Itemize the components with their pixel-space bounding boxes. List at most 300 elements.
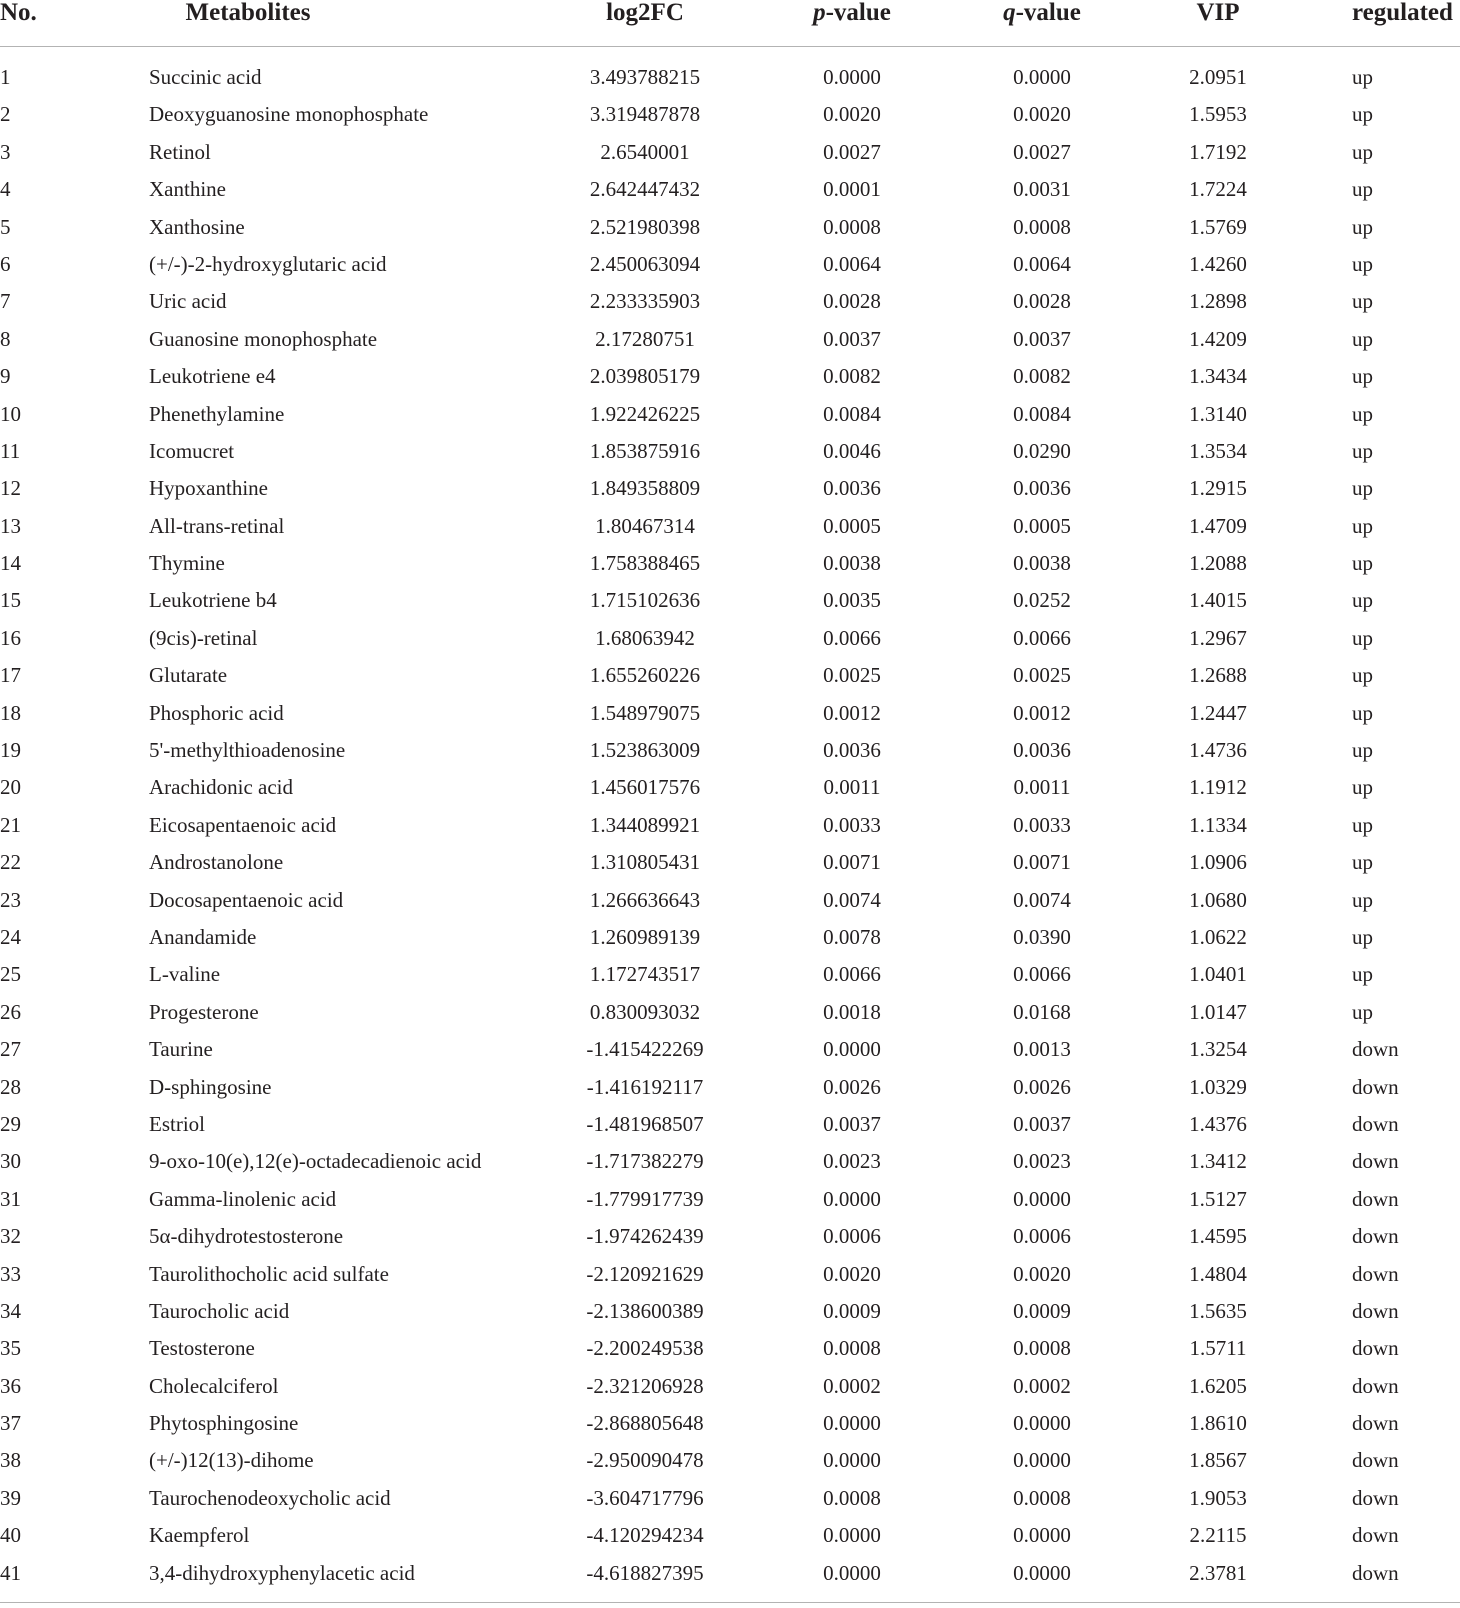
cell-q-value: 0.0084	[1013, 401, 1071, 426]
table-row	[0, 846, 1460, 883]
cell-regulated: down	[1352, 1373, 1399, 1398]
cell-no: 23	[0, 887, 21, 912]
cell-vip: 1.4709	[1189, 513, 1247, 538]
cell-regulated: up	[1352, 551, 1373, 576]
cell-regulated: up	[1352, 251, 1373, 276]
table-header-row	[0, 0, 1460, 47]
cell-vip: 1.2915	[1189, 476, 1247, 501]
cell-p-value: 0.0036	[823, 738, 881, 763]
cell-no: 4	[0, 177, 11, 202]
cell-no: 7	[0, 289, 11, 314]
cell-metabolite: Taurochenodeoxycholic acid	[149, 1485, 391, 1510]
cell-log2fc: 2.450063094	[589, 251, 701, 276]
cell-log2fc: 0.830093032	[589, 999, 701, 1024]
cell-p-value: 0.0011	[823, 775, 881, 800]
cell-vip: 1.5953	[1189, 102, 1247, 127]
cell-no: 29	[0, 1111, 21, 1136]
cell-regulated: up	[1352, 663, 1373, 688]
cell-log2fc: -2.200249538	[586, 1336, 704, 1361]
cell-no: 16	[0, 625, 21, 650]
table-row	[0, 1482, 1460, 1519]
cell-vip: 1.3140	[1189, 401, 1247, 426]
cell-vip: 1.2967	[1189, 625, 1247, 650]
cell-vip: 1.0622	[1189, 924, 1247, 949]
cell-vip: 1.1912	[1189, 775, 1247, 800]
cell-metabolite: Xanthine	[149, 177, 226, 202]
cell-q-value: 0.0000	[1013, 1523, 1071, 1548]
cell-log2fc: -4.120294234	[586, 1523, 704, 1548]
cell-p-value: 0.0009	[823, 1298, 881, 1323]
cell-log2fc: 1.853875916	[589, 438, 701, 463]
cell-regulated: down	[1352, 1074, 1399, 1099]
cell-regulated: down	[1352, 1261, 1399, 1286]
cell-metabolite: Succinic acid	[149, 65, 262, 89]
cell-no: 19	[0, 738, 21, 763]
cell-metabolite: Androstanolone	[149, 850, 284, 875]
cell-q-value: 0.0168	[1013, 999, 1071, 1024]
table-row	[0, 1071, 1460, 1108]
table-row	[0, 734, 1460, 771]
cell-metabolite: Taurocholic acid	[149, 1298, 290, 1323]
cell-q-value: 0.0006	[1013, 1224, 1071, 1249]
cell-log2fc: 1.68063942	[595, 625, 695, 650]
cell-metabolite: Retinol	[149, 139, 211, 164]
cell-regulated: up	[1352, 326, 1373, 351]
cell-p-value: 0.0066	[823, 962, 881, 987]
cell-regulated: up	[1352, 775, 1373, 800]
cell-no: 30	[0, 1149, 21, 1174]
cell-metabolite: Arachidonic acid	[149, 775, 294, 800]
cell-no: 12	[0, 476, 21, 501]
table-row	[0, 1332, 1460, 1369]
cell-no: 36	[0, 1373, 21, 1398]
cell-regulated: up	[1352, 700, 1373, 725]
cell-metabolite: Leukotriene b4	[149, 588, 277, 613]
cell-metabolite: Xanthosine	[149, 214, 245, 239]
table-row	[0, 435, 1460, 472]
cell-regulated: up	[1352, 476, 1373, 501]
cell-no: 5	[0, 214, 11, 239]
cell-p-value: 0.0008	[823, 1336, 881, 1361]
cell-vip: 1.8610	[1189, 1411, 1247, 1436]
cell-log2fc: -1.779917739	[586, 1186, 704, 1211]
cell-q-value: 0.0066	[1013, 625, 1071, 650]
cell-vip: 1.2088	[1189, 551, 1247, 576]
cell-q-value: 0.0064	[1013, 251, 1071, 276]
cell-regulated: up	[1352, 438, 1373, 463]
cell-vip: 1.4736	[1189, 738, 1247, 763]
header-no: No.	[0, 0, 37, 26]
header-p-suffix: -value	[825, 0, 891, 26]
table-row	[0, 958, 1460, 995]
cell-no: 34	[0, 1298, 21, 1323]
cell-q-value: 0.0082	[1013, 364, 1071, 389]
table-row	[0, 1145, 1460, 1182]
cell-regulated: down	[1352, 1411, 1399, 1436]
cell-q-value: 0.0026	[1013, 1074, 1071, 1099]
cell-log2fc: -1.974262439	[586, 1224, 704, 1249]
cell-metabolite: Icomucret	[149, 438, 235, 463]
cell-p-value: 0.0020	[823, 1261, 881, 1286]
table-row	[0, 884, 1460, 921]
cell-vip: 1.0906	[1189, 850, 1247, 875]
cell-log2fc: -4.618827395	[586, 1560, 704, 1585]
cell-vip: 1.3412	[1189, 1149, 1247, 1174]
cell-q-value: 0.0008	[1013, 1336, 1071, 1361]
cell-metabolite: Cholecalciferol	[149, 1373, 279, 1398]
cell-p-value: 0.0005	[823, 513, 881, 538]
cell-p-value: 0.0008	[823, 214, 881, 239]
cell-log2fc: -1.415422269	[586, 1037, 704, 1062]
cell-metabolite: 5'-methylthioadenosine	[149, 738, 346, 763]
cell-metabolite: Deoxyguanosine monophosphate	[149, 102, 429, 127]
cell-p-value: 0.0078	[823, 924, 881, 949]
cell-regulated: up	[1352, 588, 1373, 613]
table-row	[0, 659, 1460, 696]
table-row	[0, 1370, 1460, 1407]
cell-q-value: 0.0011	[1013, 775, 1071, 800]
cell-regulated: up	[1352, 962, 1373, 987]
cell-q-value: 0.0027	[1013, 139, 1071, 164]
header-vip: VIP	[1196, 0, 1240, 26]
cell-no: 6	[0, 251, 11, 276]
cell-p-value: 0.0038	[823, 551, 881, 576]
table-row	[0, 1258, 1460, 1295]
cell-metabolite: Docosapentaenoic acid	[149, 887, 344, 912]
cell-no: 8	[0, 326, 11, 351]
cell-metabolite: Thymine	[149, 551, 225, 576]
cell-metabolite: Leukotriene e4	[149, 364, 276, 389]
table-row	[0, 173, 1460, 210]
cell-log2fc: -2.950090478	[586, 1448, 704, 1473]
cell-vip: 2.2115	[1189, 1523, 1247, 1548]
cell-regulated: down	[1352, 1149, 1399, 1174]
cell-p-value: 0.0028	[823, 289, 881, 314]
cell-metabolite: 5α-dihydrotestosterone	[149, 1224, 344, 1249]
table-row	[0, 1220, 1460, 1257]
cell-vip: 1.8567	[1189, 1448, 1247, 1473]
header-q-letter: q	[1003, 0, 1016, 26]
cell-q-value: 0.0038	[1013, 551, 1071, 576]
cell-regulated: up	[1352, 924, 1373, 949]
cell-p-value: 0.0027	[823, 139, 881, 164]
cell-vip: 1.7224	[1189, 177, 1247, 202]
cell-regulated: up	[1352, 887, 1373, 912]
cell-metabolite: D-sphingosine	[149, 1074, 272, 1099]
table-row	[0, 323, 1460, 360]
cell-q-value: 0.0037	[1013, 1111, 1071, 1136]
cell-q-value: 0.0033	[1013, 812, 1071, 837]
cell-regulated: down	[1352, 1037, 1399, 1062]
cell-q-value: 0.0390	[1013, 924, 1071, 949]
cell-p-value: 0.0020	[823, 102, 881, 127]
cell-no: 31	[0, 1186, 21, 1211]
cell-regulated: down	[1352, 1224, 1399, 1249]
cell-log2fc: 1.548979075	[589, 700, 701, 725]
cell-metabolite: Anandamide	[149, 924, 257, 949]
cell-no: 25	[0, 962, 21, 987]
cell-regulated: up	[1352, 177, 1373, 202]
table-row	[0, 61, 1460, 98]
cell-p-value: 0.0008	[823, 1485, 881, 1510]
cell-regulated: down	[1352, 1523, 1399, 1548]
cell-no: 35	[0, 1336, 21, 1361]
table-row	[0, 1557, 1460, 1594]
table-row	[0, 547, 1460, 584]
table-body	[0, 47, 1460, 1594]
cell-q-value: 0.0005	[1013, 513, 1071, 538]
table-row	[0, 510, 1460, 547]
cell-no: 39	[0, 1485, 21, 1510]
table-row	[0, 1183, 1460, 1220]
cell-log2fc: -1.717382279	[586, 1149, 704, 1174]
cell-metabolite: Taurolithocholic acid sulfate	[149, 1261, 389, 1286]
cell-metabolite: (+/-)-2-hydroxyglutaric acid	[149, 251, 387, 276]
cell-no: 24	[0, 924, 21, 949]
cell-regulated: up	[1352, 999, 1373, 1024]
cell-q-value: 0.0037	[1013, 326, 1071, 351]
cell-q-value: 0.0066	[1013, 962, 1071, 987]
cell-p-value: 0.0071	[823, 850, 881, 875]
cell-q-value: 0.0008	[1013, 1485, 1071, 1510]
header-q-suffix: -value	[1015, 0, 1081, 26]
cell-p-value: 0.0026	[823, 1074, 881, 1099]
cell-p-value: 0.0000	[823, 1411, 881, 1436]
cell-p-value: 0.0000	[823, 65, 881, 89]
cell-metabolite: (+/-)12(13)-dihome	[149, 1448, 314, 1473]
cell-vip: 1.3434	[1189, 364, 1247, 389]
cell-regulated: up	[1352, 139, 1373, 164]
cell-metabolite: All-trans-retinal	[149, 513, 285, 538]
table-row	[0, 211, 1460, 248]
cell-regulated: up	[1352, 102, 1373, 127]
cell-p-value: 0.0000	[823, 1448, 881, 1473]
cell-no: 33	[0, 1261, 21, 1286]
cell-p-value: 0.0025	[823, 663, 881, 688]
cell-log2fc: 1.266636643	[589, 887, 701, 912]
cell-regulated: up	[1352, 850, 1373, 875]
cell-log2fc: -1.481968507	[586, 1111, 704, 1136]
cell-q-value: 0.0000	[1013, 1560, 1071, 1585]
cell-vip: 1.4260	[1189, 251, 1247, 276]
cell-log2fc: 1.80467314	[595, 513, 695, 538]
cell-log2fc: 1.655260226	[589, 663, 701, 688]
cell-metabolite: Taurine	[149, 1037, 213, 1062]
cell-log2fc: 1.523863009	[589, 738, 701, 763]
cell-regulated: down	[1352, 1298, 1399, 1323]
cell-p-value: 0.0000	[823, 1037, 881, 1062]
cell-vip: 1.4804	[1189, 1261, 1247, 1286]
cell-regulated: up	[1352, 65, 1373, 89]
cell-q-value: 0.0009	[1013, 1298, 1071, 1323]
cell-p-value: 0.0023	[823, 1149, 881, 1174]
cell-q-value: 0.0023	[1013, 1149, 1071, 1174]
cell-regulated: down	[1352, 1560, 1399, 1585]
cell-regulated: up	[1352, 364, 1373, 389]
cell-vip: 2.0951	[1189, 65, 1247, 89]
header-metabolites: Metabolites	[185, 0, 311, 26]
header-log2fc: log2FC	[606, 0, 684, 26]
cell-log2fc: -2.868805648	[586, 1411, 704, 1436]
cell-vip: 1.0680	[1189, 887, 1247, 912]
table-row	[0, 360, 1460, 397]
cell-no: 40	[0, 1523, 21, 1548]
cell-log2fc: 2.039805179	[589, 364, 701, 389]
cell-no: 14	[0, 551, 21, 576]
cell-metabolite: Guanosine monophosphate	[149, 326, 378, 351]
cell-q-value: 0.0252	[1013, 588, 1071, 613]
cell-metabolite: Phosphoric acid	[149, 700, 284, 725]
cell-log2fc: 2.6540001	[600, 139, 690, 164]
cell-p-value: 0.0064	[823, 251, 881, 276]
cell-metabolite: Progesterone	[149, 999, 259, 1024]
cell-p-value: 0.0006	[823, 1224, 881, 1249]
cell-p-value: 0.0000	[823, 1560, 881, 1585]
cell-vip: 1.7192	[1189, 139, 1247, 164]
cell-vip: 2.3781	[1189, 1560, 1247, 1585]
cell-q-value: 0.0000	[1013, 1411, 1071, 1436]
cell-regulated: up	[1352, 289, 1373, 314]
cell-q-value: 0.0008	[1013, 214, 1071, 239]
cell-no: 18	[0, 700, 21, 725]
cell-p-value: 0.0036	[823, 476, 881, 501]
table-row	[0, 398, 1460, 435]
cell-vip: 1.6205	[1189, 1373, 1247, 1398]
table-row	[0, 809, 1460, 846]
cell-log2fc: -2.321206928	[586, 1373, 704, 1398]
cell-no: 1	[0, 65, 11, 89]
cell-log2fc: 2.233335903	[589, 289, 701, 314]
cell-q-value: 0.0020	[1013, 102, 1071, 127]
cell-no: 2	[0, 102, 11, 127]
cell-p-value: 0.0066	[823, 625, 881, 650]
cell-no: 27	[0, 1037, 21, 1062]
cell-vip: 1.4595	[1189, 1224, 1247, 1249]
cell-no: 10	[0, 401, 21, 426]
cell-no: 26	[0, 999, 21, 1024]
cell-no: 11	[0, 438, 21, 463]
table-row	[0, 136, 1460, 173]
cell-q-value: 0.0000	[1013, 1186, 1071, 1211]
cell-log2fc: 1.344089921	[589, 812, 701, 837]
table-row	[0, 921, 1460, 958]
cell-vip: 1.4376	[1189, 1111, 1247, 1136]
cell-q-value: 0.0013	[1013, 1037, 1071, 1062]
cell-q-value: 0.0074	[1013, 887, 1071, 912]
cell-regulated: up	[1352, 625, 1373, 650]
cell-no: 41	[0, 1560, 21, 1585]
cell-vip: 1.3534	[1189, 438, 1247, 463]
cell-log2fc: 1.172743517	[589, 962, 701, 987]
cell-regulated: down	[1352, 1111, 1399, 1136]
cell-regulated: down	[1352, 1448, 1399, 1473]
cell-vip: 1.5769	[1189, 214, 1247, 239]
cell-log2fc: -1.416192117	[586, 1074, 704, 1099]
cell-p-value: 0.0037	[823, 1111, 881, 1136]
cell-metabolite: Glutarate	[149, 663, 228, 688]
cell-log2fc: 1.922426225	[589, 401, 701, 426]
header-regulated: regulated	[1352, 0, 1453, 26]
cell-q-value: 0.0002	[1013, 1373, 1071, 1398]
table-row	[0, 771, 1460, 808]
cell-log2fc: 2.521980398	[589, 214, 701, 239]
cell-p-value: 0.0000	[823, 1523, 881, 1548]
cell-log2fc: 1.310805431	[589, 850, 701, 875]
cell-vip: 1.5635	[1189, 1298, 1247, 1323]
cell-q-value: 0.0020	[1013, 1261, 1071, 1286]
cell-p-value: 0.0035	[823, 588, 881, 613]
header-q-value	[1003, 0, 1081, 26]
cell-regulated: down	[1352, 1336, 1399, 1361]
cell-vip: 1.2447	[1189, 700, 1247, 725]
cell-log2fc: 1.456017576	[589, 775, 701, 800]
cell-vip: 1.1334	[1189, 812, 1247, 837]
cell-no: 22	[0, 850, 21, 875]
table-row	[0, 472, 1460, 509]
cell-metabolite: Hypoxanthine	[149, 476, 268, 501]
cell-no: 9	[0, 364, 11, 389]
cell-no: 38	[0, 1448, 21, 1473]
cell-log2fc: -2.120921629	[586, 1261, 704, 1286]
cell-p-value: 0.0037	[823, 326, 881, 351]
cell-q-value: 0.0036	[1013, 738, 1071, 763]
cell-regulated: up	[1352, 738, 1373, 763]
cell-metabolite: Gamma-linolenic acid	[149, 1186, 337, 1211]
cell-log2fc: 1.715102636	[589, 588, 701, 613]
cell-log2fc: 3.319487878	[589, 102, 701, 127]
cell-q-value: 0.0000	[1013, 65, 1071, 89]
cell-log2fc: 1.260989139	[589, 924, 701, 949]
cell-metabolite: L-valine	[149, 962, 221, 987]
cell-metabolite: Kaempferol	[149, 1523, 250, 1548]
table-row	[0, 1444, 1460, 1481]
table-row	[0, 697, 1460, 734]
cell-log2fc: 1.849358809	[589, 476, 701, 501]
table-row	[0, 285, 1460, 322]
cell-no: 3	[0, 139, 11, 164]
cell-p-value: 0.0000	[823, 1186, 881, 1211]
cell-p-value: 0.0033	[823, 812, 881, 837]
cell-metabolite: 9-oxo-10(e),12(e)-octadecadienoic acid	[149, 1149, 482, 1174]
cell-q-value: 0.0031	[1013, 177, 1071, 202]
cell-metabolite: Eicosapentaenoic acid	[149, 812, 337, 837]
table-row	[0, 584, 1460, 621]
cell-no: 32	[0, 1224, 21, 1249]
cell-q-value: 0.0025	[1013, 663, 1071, 688]
table-row	[0, 622, 1460, 659]
cell-no: 15	[0, 588, 21, 613]
cell-vip: 1.2688	[1189, 663, 1247, 688]
cell-no: 37	[0, 1411, 21, 1436]
cell-regulated: up	[1352, 214, 1373, 239]
cell-log2fc: 2.17280751	[595, 326, 695, 351]
cell-q-value: 0.0028	[1013, 289, 1071, 314]
cell-no: 28	[0, 1074, 21, 1099]
cell-metabolite: 3,4-dihydroxyphenylacetic acid	[149, 1560, 415, 1585]
cell-vip: 1.5127	[1189, 1186, 1247, 1211]
table-row	[0, 1519, 1460, 1556]
cell-p-value: 0.0074	[823, 887, 881, 912]
cell-vip: 1.5711	[1189, 1336, 1247, 1361]
cell-vip: 1.0401	[1189, 962, 1247, 987]
cell-metabolite: Uric acid	[149, 289, 227, 314]
cell-regulated: down	[1352, 1186, 1399, 1211]
cell-metabolite: Phenethylamine	[149, 401, 285, 426]
cell-log2fc: 1.758388465	[589, 551, 701, 576]
cell-vip: 1.4209	[1189, 326, 1247, 351]
cell-p-value: 0.0002	[823, 1373, 881, 1398]
table-row	[0, 1108, 1460, 1145]
